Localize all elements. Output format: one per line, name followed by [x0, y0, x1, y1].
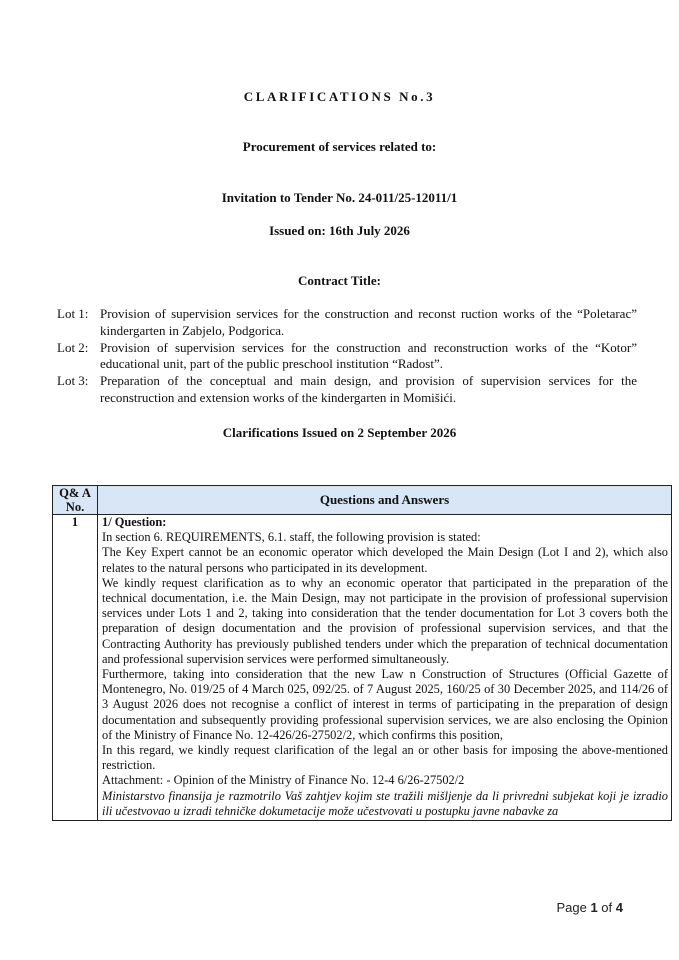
procurement-heading: Procurement of services related to:	[242, 139, 437, 154]
row-content	[98, 515, 672, 821]
column-header-questions-answers: Questions and Answers	[98, 486, 672, 515]
question-label: 1/ Question:	[102, 515, 167, 529]
of-word: of	[601, 900, 613, 915]
table-row	[53, 515, 672, 821]
document-title: CLARIFICATIONS No.3	[243, 89, 436, 104]
clarifications-date-heading: Clarifications Issued on 2 September 2026	[222, 425, 457, 440]
row-number: 1	[53, 515, 98, 821]
table-header-row	[53, 486, 672, 515]
question-paragraph: The Key Expert cannot be an economic operator which developed the Main Design (Lot I and 2), which also relates to the natural persons who participated in its development.	[102, 545, 668, 575]
qa-table	[52, 485, 672, 821]
page-indicator	[556, 900, 623, 915]
lot-item	[57, 373, 637, 407]
page-total: 4	[615, 900, 623, 915]
attachment-line: Attachment: - Opinion of the Ministry of Finance No. 12-4 6/26-27502/2	[102, 773, 465, 788]
page-word: Page	[556, 900, 587, 915]
lot-item	[57, 306, 637, 340]
question-paragraph: In section 6. REQUIREMENTS, 6.1. staff, the following provision is stated:	[102, 530, 481, 545]
lot-description: Provision of supervision services for the construction and reconst ruction works of the “Poletarac” kindergarten in Zabjelo, Podgorica.	[100, 306, 637, 338]
lot-description: Preparation of the conceptual and main design, and provision of supervision services for the reconstruction and extension works of the kindergarten in Momišići.	[100, 373, 637, 405]
page-current: 1	[590, 900, 598, 915]
ministry-opinion-text: Ministarstvo finansija je razmotrilo Vaš zahtjev kojim ste tražili mišljenje da li privredni subjekat koji je izradio ili učestvovao u izradi tehničke dokumetacije može učestvovati u postupku javne nabavke za	[102, 788, 668, 818]
question-paragraph: Furthermore, taking into consideration that the new Law n Construction of Structures (Official Gazette of Montenegro, No. 019/25 of 4 March 025, 092/25. of 7 August 2025, 160/25 of 30 December 2025, and 114/26 of 3 August 2026 does not recognise a conflict of interest in terms of participating in the preparation of design documentation and subsequently providing professional supervision services, we are also enclosing the Opinion of the Ministry of Finance No. 12-426/26-27502/2, which confirms this position,	[102, 667, 668, 742]
lot-label: Lot 2:	[57, 339, 89, 355]
lot-description: Provision of supervision services for the construction and reconstruction works of the “Kotor” educational unit, part of the public preschool institution “Radost”.	[100, 339, 637, 372]
issued-date: Issued on: 16th July 2026	[269, 223, 410, 238]
question-paragraph: We kindly request clarification as to why an economic operator that participated in the preparation of the technical documentation, i.e. the Main Design, may not participate in the provision of professional supervision services under Lots 1 and 2, taking into consideration that the tender documentation for Lot 3 covers both the preparation of design documentation and the provision of professional supervision services, and that the Contracting Authority has previously published tenders under which the preparation of technical documentation and professional supervision services were performed simultaneously.	[102, 575, 668, 666]
invitation-number: Invitation to Tender No. 24-011/25-12011/1	[221, 190, 458, 205]
lot-label: Lot 3:	[57, 373, 89, 389]
lot-item	[57, 340, 637, 374]
contract-title-heading: Contract Title:	[298, 273, 381, 288]
column-header-number: Q& A No.	[53, 486, 98, 515]
lot-list	[57, 306, 637, 407]
question-paragraph: In this regard, we kindly request clarification of the legal an or other basis for imposing the above-mentioned restriction.	[102, 743, 668, 773]
lot-label: Lot 1:	[57, 306, 89, 321]
